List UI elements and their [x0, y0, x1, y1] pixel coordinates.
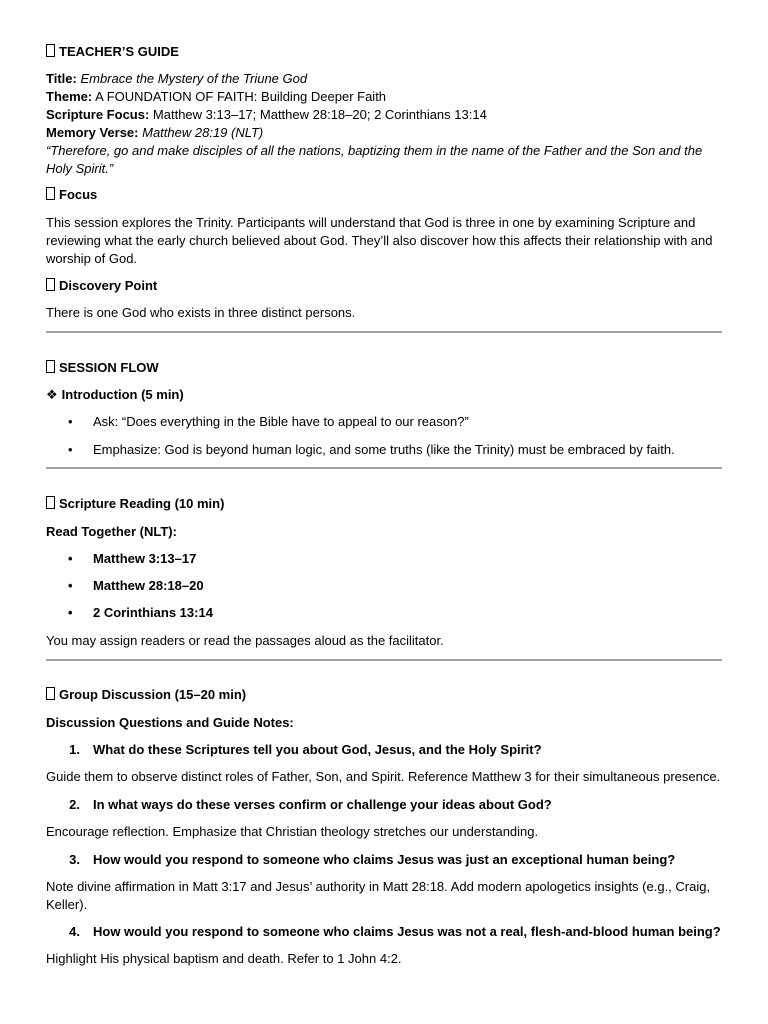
discovery-text: There is one God who exists in three distinct persons.	[46, 305, 356, 320]
bullet-icon: •	[68, 578, 73, 593]
bullet-icon: •	[68, 414, 73, 429]
list-item: • Matthew 28:18–20	[68, 578, 204, 593]
diamond-icon: ❖	[46, 387, 58, 402]
discussion-note: Encourage reflection. Emphasize that Christian theology stretches our understanding.	[46, 824, 539, 839]
discussion-note: Highlight His physical baptism and death. Refer to 1 John 4:2.	[46, 951, 402, 966]
divider	[46, 659, 722, 661]
scripture-focus-line: Scripture Focus: Matthew 3:13–17; Matthew 28:18–20; 2 Corinthians 13:14	[46, 107, 487, 122]
session-flow-heading: SESSION FLOW	[46, 359, 159, 377]
theme-value: A FOUNDATION OF FAITH: Building Deeper Faith	[95, 89, 387, 104]
session-title: Embrace the Mystery of the Triune God	[80, 71, 308, 86]
discussion-note: Keller).	[46, 897, 88, 912]
scripture-focus-value: Matthew 3:13–17; Matthew 28:18–20; 2 Corinthians 13:14	[152, 107, 487, 122]
list-item: • 2 Corinthians 13:14	[68, 605, 213, 620]
memory-verse-text-line2: Holy Spirit.”	[46, 161, 114, 176]
introduction-heading: ❖ Introduction (5 min)	[46, 387, 184, 402]
memory-verse-ref: Matthew 28:19 (NLT)	[142, 125, 264, 140]
focus-text-line1: This session explores the Trinity. Participants will understand that God is three in one by examining Scripture and	[46, 215, 696, 230]
list-item: 3. How would you respond to someone who claims Jesus was just an exceptional human being?	[69, 852, 676, 867]
list-item: • Ask: “Does everything in the Bible have to appeal to our reason?”	[68, 414, 469, 429]
read-together-heading: Read Together (NLT):	[46, 524, 177, 539]
group-discussion-heading: Group Discussion (15–20 min)	[46, 686, 246, 704]
memory-verse-line: Memory Verse: Matthew 28:19 (NLT)	[46, 125, 264, 140]
list-item: 4. How would you respond to someone who claims Jesus was not a real, flesh-and-blood human being?	[69, 924, 721, 939]
guide-heading: TEACHER’S GUIDE	[46, 43, 179, 61]
missing-glyph-icon	[46, 44, 55, 57]
missing-glyph-icon	[46, 187, 55, 200]
bullet-icon: •	[68, 551, 73, 566]
missing-glyph-icon	[46, 687, 55, 700]
list-item: • Matthew 3:13–17	[68, 551, 197, 566]
discussion-question	[46, 851, 722, 869]
introduction-list	[46, 413, 722, 459]
discussion-note: Note divine affirmation in Matt 3:17 and Jesus’ authority in Matt 28:18. Add modern apologetics insights (e.g., Craig,	[46, 879, 711, 894]
divider	[46, 467, 722, 469]
list-item: 1. What do these Scriptures tell you about God, Jesus, and the Holy Spirit?	[69, 742, 542, 757]
bullet-icon: •	[68, 442, 73, 457]
discussion-question	[46, 923, 722, 941]
missing-glyph-icon	[46, 360, 55, 373]
scripture-reading-note: You may assign readers or read the passages aloud as the facilitator.	[46, 633, 444, 648]
scripture-reading-heading: Scripture Reading (10 min)	[46, 495, 224, 513]
list-item: 2. In what ways do these verses confirm or challenge your ideas about God?	[69, 797, 552, 812]
memory-verse-text-line1: “Therefore, go and make disciples of all the nations, baptizing them in the name of the Father and the Son and the	[46, 143, 703, 158]
discussion-question	[46, 741, 722, 759]
title-line: Title: Embrace the Mystery of the Triune God	[46, 71, 308, 86]
focus-heading: Focus	[46, 186, 97, 204]
bullet-icon: •	[68, 605, 73, 620]
divider	[46, 331, 722, 333]
focus-text-line3: worship of God.	[46, 251, 138, 266]
list-item: • Emphasize: God is beyond human logic, and some truths (like the Trinity) must be embraced by faith.	[68, 442, 675, 457]
discussion-subheading: Discussion Questions and Guide Notes:	[46, 715, 294, 730]
missing-glyph-icon	[46, 278, 55, 291]
discussion-note: Guide them to observe distinct roles of Father, Son, and Spirit. Reference Matthew 3 for their simultaneous presence.	[46, 769, 721, 784]
missing-glyph-icon	[46, 496, 55, 509]
focus-text-line2: reviewing what the early church believed about God. They’ll also discover how this affects their relationship with and	[46, 233, 713, 248]
discovery-heading: Discovery Point	[46, 277, 157, 295]
discussion-question	[46, 796, 722, 814]
theme-line: Theme: A FOUNDATION OF FAITH: Building Deeper Faith	[46, 89, 387, 104]
passage-list	[46, 550, 722, 622]
